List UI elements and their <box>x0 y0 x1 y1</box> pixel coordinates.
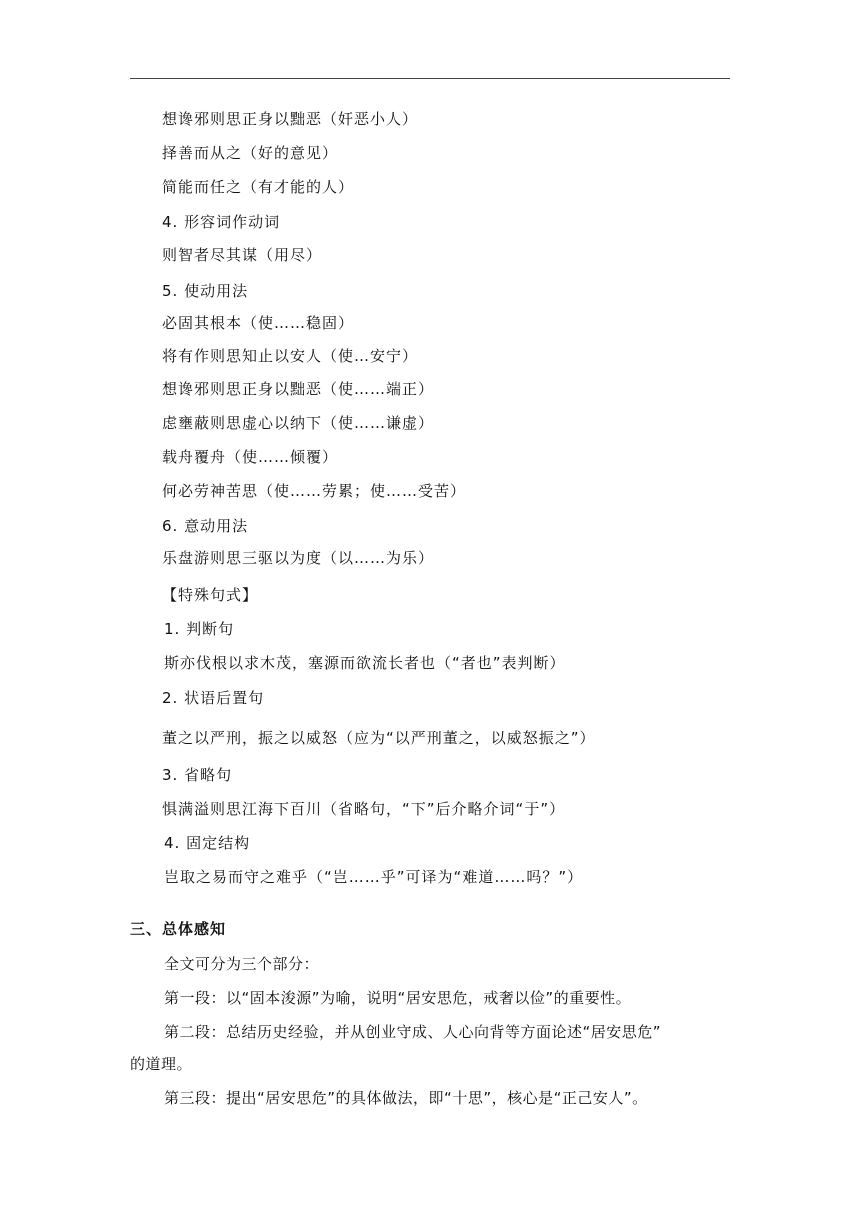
text-line: 简能而任之（有才能的人） <box>162 178 355 196</box>
intro-paragraph: 全文可分为三个部分： <box>164 955 320 973</box>
text-line: 想谗邪则思正身以黜恶（奸恶小人） <box>162 110 419 128</box>
text-line: 乐盘游则思三驱以为度（以……为乐） <box>162 549 435 567</box>
text-line: 则智者尽其谋（用尽） <box>162 246 323 264</box>
section-label: 【特殊句式】 <box>162 586 259 604</box>
paragraph-3: 第三段：提出“居安思危”的具体做法，即“十思”，核心是“正己安人”。 <box>164 1089 648 1107</box>
text-line: 载舟覆舟（使……倾覆） <box>162 448 339 466</box>
subheading: 4. 形容词作动词 <box>162 213 281 231</box>
text-line: 虑壅蔽则思虚心以纳下（使……谦虚） <box>162 414 435 432</box>
paragraph-1: 第一段：以“固本浚源”为喻，说明“居安思危，戒奢以俭”的重要性。 <box>164 989 632 1007</box>
text-line: 斯亦伐根以求木茂，塞源而欲流长者也（“者也”表判断） <box>164 654 566 672</box>
text-line: 想谗邪则思正身以黜恶（使……端正） <box>162 380 435 398</box>
subheading: 4. 固定结构 <box>164 834 251 852</box>
section-heading: 三、总体感知 <box>130 920 227 938</box>
subheading: 1. 判断句 <box>164 620 235 638</box>
text-line: 惧满溢则思江海下百川（省略句，“下”后介略介词“于”） <box>162 800 566 818</box>
subheading: 3. 省略句 <box>162 766 233 784</box>
header-rule <box>130 78 730 79</box>
subheading: 5. 使动用法 <box>162 282 249 300</box>
text-line: 择善而从之（好的意见） <box>162 144 339 162</box>
text-line: 必固其根本（使……稳固） <box>162 314 355 332</box>
subheading: 6. 意动用法 <box>162 517 249 535</box>
text-line: 何必劳神苦思（使……劳累；使……受苦） <box>162 482 467 500</box>
paragraph-2: 第二段：总结历史经验，并从创业守成、人心向背等方面论述“居安思危” <box>164 1023 662 1041</box>
paragraph-2-continuation: 的道理。 <box>130 1055 193 1073</box>
subheading: 2. 状语后置句 <box>162 689 265 707</box>
text-line: 董之以严刑，振之以威怒（应为“以严刑董之，以威怒振之”） <box>162 729 596 747</box>
text-line: 将有作则思知止以安人（使…安宁） <box>162 347 419 365</box>
text-line: 岂取之易而守之难乎（“岂……乎”可译为“难道……吗？”） <box>164 868 584 886</box>
